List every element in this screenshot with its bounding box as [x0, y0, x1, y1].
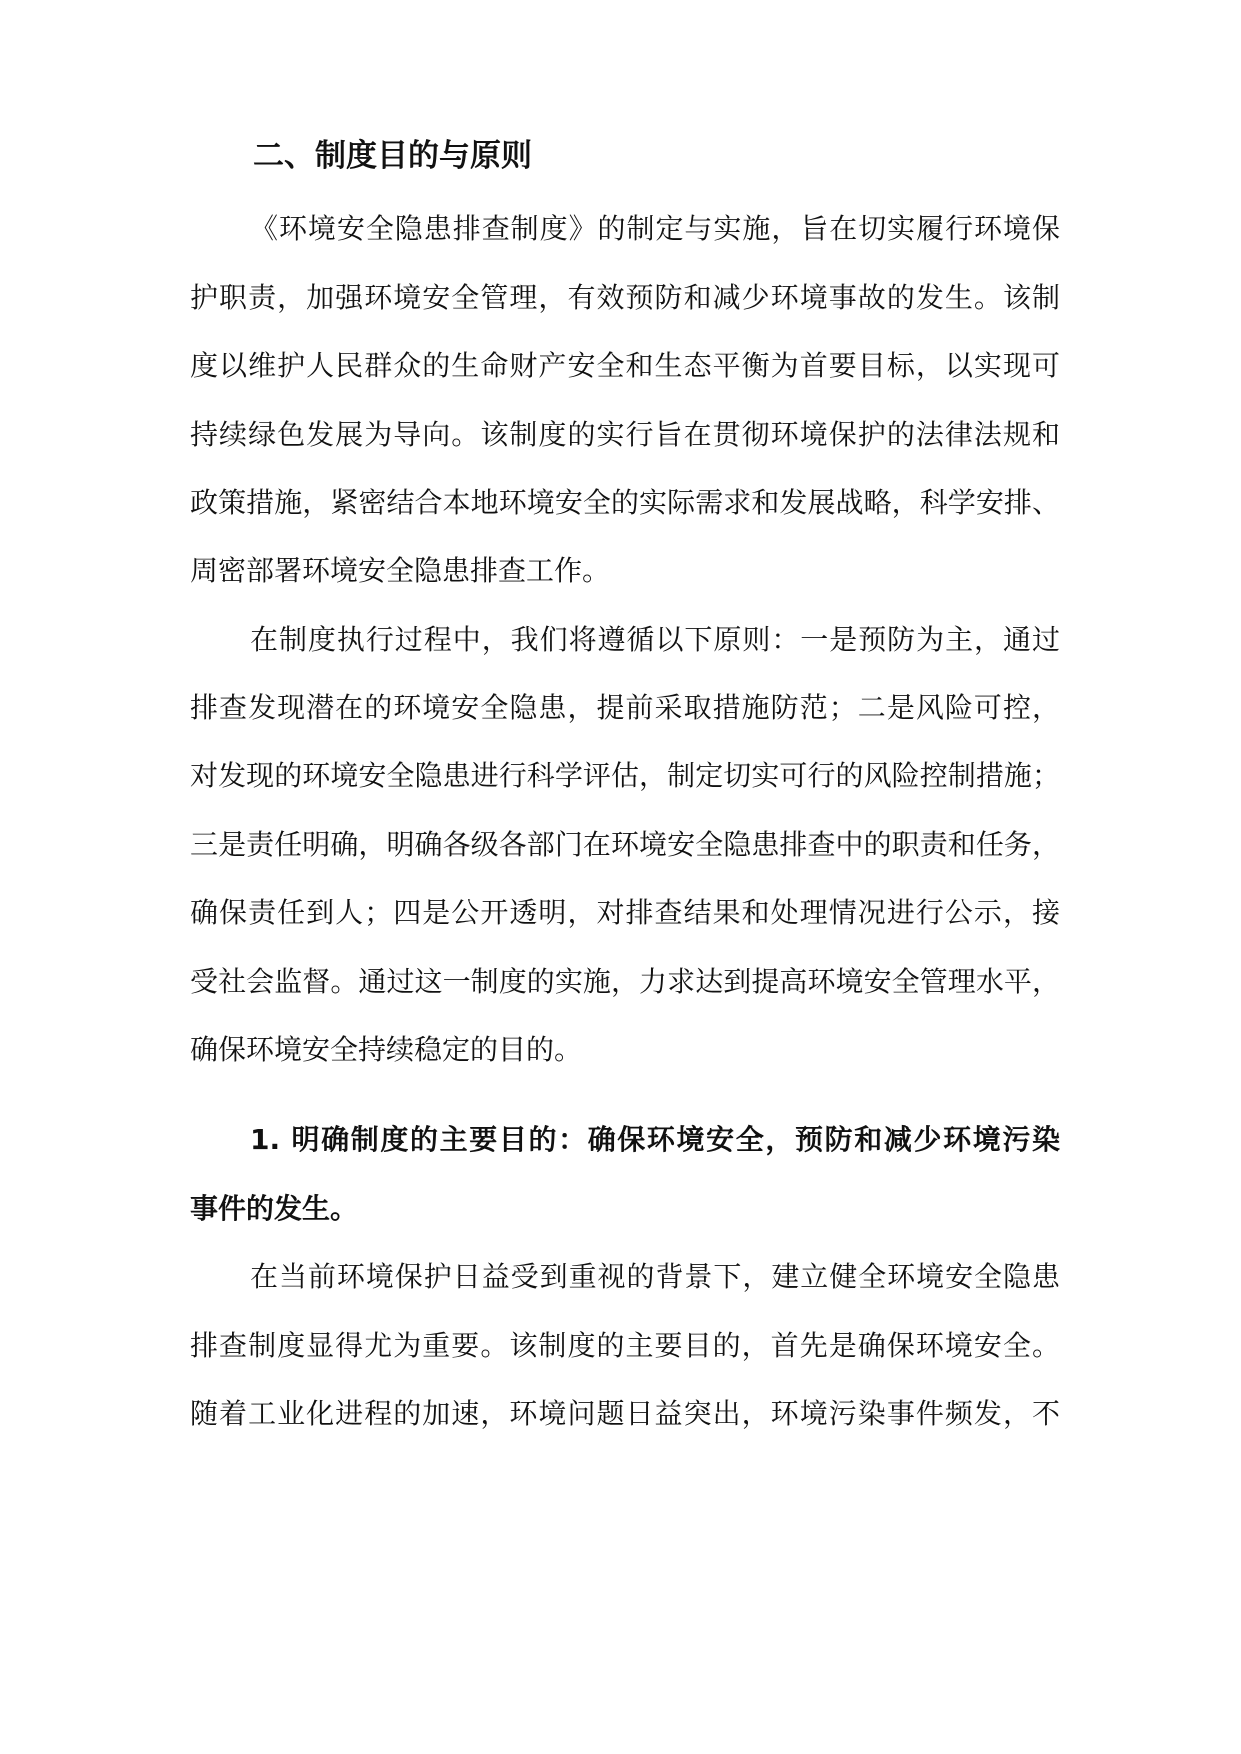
paragraph-line: 确保环境安全持续稳定的目的。: [190, 1033, 583, 1066]
paragraph-line: 度以维护人民群众的生命财产安全和生态平衡为首要目标，以实现可: [190, 349, 1060, 382]
paragraph-line: 确保责任到人；四是公开透明，对排查结果和处理情况进行公示，接: [190, 896, 1060, 929]
paragraph-line: 在制度执行过程中，我们将遵循以下原则：一是预防为主，通过: [250, 623, 1060, 656]
paragraph-line: 排查发现潜在的环境安全隐患，提前采取措施防范；二是风险可控，: [190, 691, 1060, 724]
paragraph-line: 三是责任明确，明确各级各部门在环境安全隐患排查中的职责和任务，: [190, 828, 1060, 861]
paragraph-line: 护职责，加强环境安全管理，有效预防和减少环境事故的发生。该制: [190, 281, 1060, 314]
paragraph-line: 受社会监督。通过这一制度的实施，力求达到提高环境安全管理水平，: [190, 965, 1060, 998]
paragraph-line: 周密部署环境安全隐患排查工作。: [190, 554, 611, 587]
subheading-line: 1. 明确制度的主要目的：确保环境安全，预防和减少环境污染: [250, 1123, 1060, 1156]
subheading-line: 事件的发生。: [190, 1192, 359, 1225]
paragraph-line: 对发现的环境安全隐患进行科学评估，制定切实可行的风险控制措施；: [190, 759, 1060, 792]
section-title: 二、制度目的与原则: [253, 138, 532, 174]
paragraph-line: 随着工业化进程的加速，环境问题日益突出，环境污染事件频发，不: [190, 1397, 1060, 1430]
paragraph-line: 持续绿色发展为导向。该制度的实行旨在贯彻环境保护的法律法规和: [190, 418, 1060, 451]
paragraph-line: 政策措施，紧密结合本地环境安全的实际需求和发展战略，科学安排、: [190, 486, 1060, 519]
paragraph-line: 排查制度显得尤为重要。该制度的主要目的，首先是确保环境安全。: [190, 1329, 1060, 1362]
paragraph-line: 《环境安全隐患排查制度》的制定与实施，旨在切实履行环境保: [250, 212, 1060, 245]
paragraph-line: 在当前环境保护日益受到重视的背景下，建立健全环境安全隐患: [250, 1260, 1060, 1293]
